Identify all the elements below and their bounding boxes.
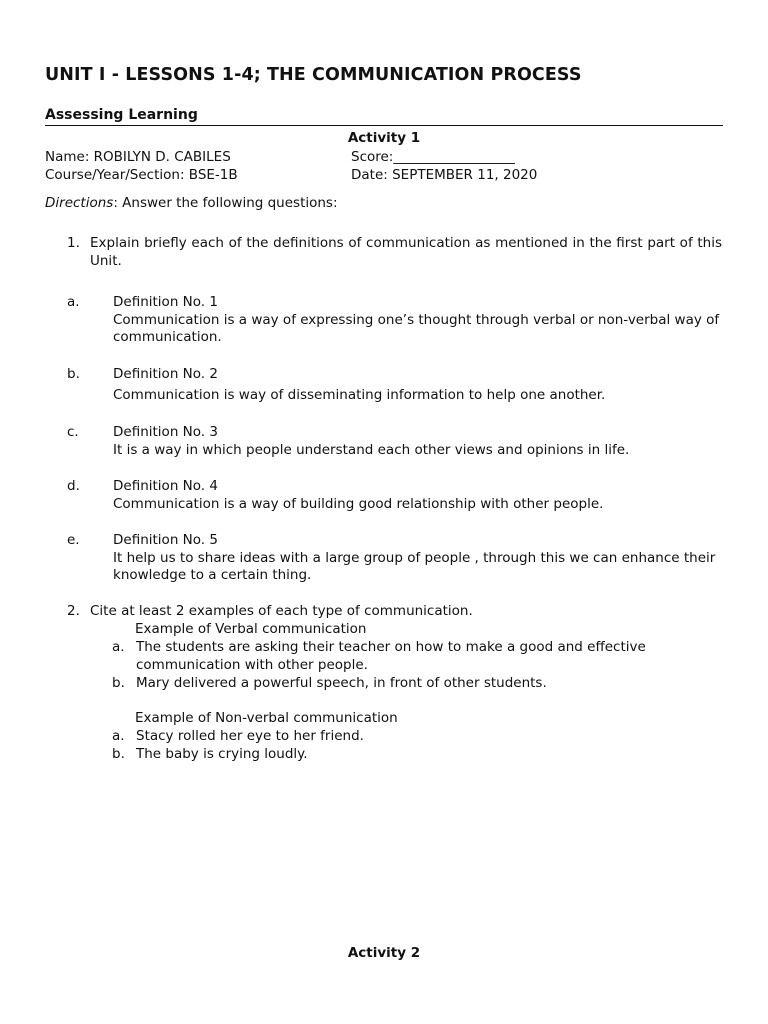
section-heading: Assessing Learning bbox=[45, 107, 198, 123]
definition-item bbox=[45, 532, 722, 585]
nonverbal-example bbox=[112, 746, 672, 764]
example-text: Stacy rolled her eye to her friend. bbox=[136, 728, 364, 744]
definition-answer: It help us to share ideas with a large group of people , through this we can enhance their knowledge to a certain thing. bbox=[113, 549, 716, 583]
question-1-text: Explain briefly each of the definitions of communication as mentioned in the first part of this Unit. bbox=[90, 235, 722, 269]
question-1 bbox=[45, 235, 722, 270]
definition-answer: Communication is a way of expressing one’s thought through verbal or non-verbal way of communication. bbox=[113, 311, 720, 345]
directions-text: : Answer the following questions: bbox=[113, 195, 338, 211]
definition-title: Definition No. 5 bbox=[113, 532, 218, 548]
verbal-example bbox=[112, 675, 672, 693]
example-letter: b. bbox=[112, 746, 125, 762]
verbal-example bbox=[112, 639, 672, 674]
definition-letter: a. bbox=[67, 294, 80, 310]
example-letter: a. bbox=[112, 639, 125, 655]
definition-letter: d. bbox=[67, 478, 80, 494]
question-1-number: 1. bbox=[67, 235, 80, 251]
nonverbal-heading: Example of Non-verbal communication bbox=[135, 710, 398, 726]
verbal-heading: Example of Verbal communication bbox=[135, 621, 367, 637]
definition-item bbox=[45, 294, 722, 347]
directions-label: Directions bbox=[45, 195, 114, 211]
definition-letter: e. bbox=[67, 532, 80, 548]
definition-item bbox=[45, 366, 722, 404]
document-title: UNIT I - LESSONS 1-4; THE COMMUNICATION PROCESS bbox=[45, 65, 582, 85]
example-text: The students are asking their teacher on how to make a good and effective communication with other people. bbox=[136, 639, 646, 673]
course-section: Course/Year/Section: BSE-1B bbox=[45, 167, 238, 183]
definition-answer: Communication is a way of building good relationship with other people. bbox=[113, 495, 604, 512]
definition-title: Definition No. 1 bbox=[113, 294, 218, 310]
definition-item bbox=[45, 424, 722, 459]
activity-2-heading: Activity 2 bbox=[347, 945, 421, 961]
score-field: Score:__________________ bbox=[351, 149, 515, 165]
nonverbal-example bbox=[112, 728, 672, 746]
definition-title: Definition No. 3 bbox=[113, 424, 218, 440]
definition-answer: Communication is way of disseminating information to help one another. bbox=[113, 386, 606, 403]
definition-letter: b. bbox=[67, 366, 80, 382]
definition-item bbox=[45, 478, 722, 513]
definition-letter: c. bbox=[67, 424, 79, 440]
example-letter: a. bbox=[112, 728, 125, 744]
question-2-number: 2. bbox=[67, 603, 80, 619]
question-2-text: Cite at least 2 examples of each type of communication. bbox=[90, 603, 473, 619]
example-text: The baby is crying loudly. bbox=[136, 746, 308, 762]
example-letter: b. bbox=[112, 675, 125, 691]
activity-1-heading: Activity 1 bbox=[347, 130, 421, 146]
directions bbox=[45, 195, 338, 213]
example-text: Mary delivered a powerful speech, in front of other students. bbox=[136, 675, 547, 691]
definition-title: Definition No. 4 bbox=[113, 478, 218, 494]
date-field: Date: SEPTEMBER 11, 2020 bbox=[351, 167, 538, 183]
definition-answer: It is a way in which people understand each other views and opinions in life. bbox=[113, 441, 630, 458]
heading-divider bbox=[45, 125, 723, 126]
student-name: Name: ROBILYN D. CABILES bbox=[45, 149, 231, 165]
definition-title: Definition No. 2 bbox=[113, 366, 218, 382]
